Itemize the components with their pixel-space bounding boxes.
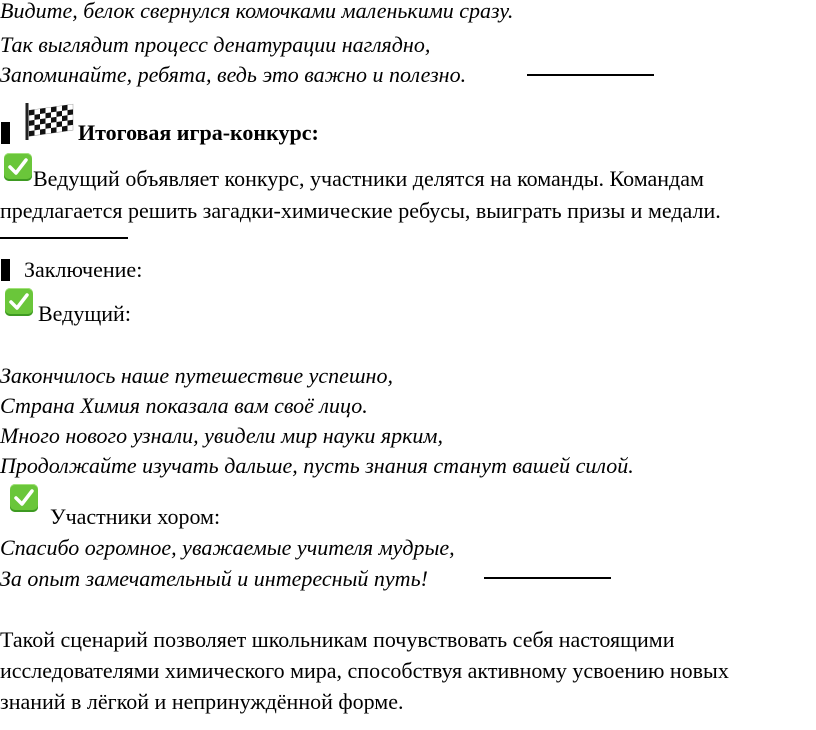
divider-line bbox=[0, 237, 128, 239]
verse-line: За опыт замечательный и интересный путь! bbox=[0, 566, 428, 591]
bullet-block bbox=[1, 259, 10, 281]
speaker-label: Участники хором: bbox=[50, 504, 221, 529]
verse-line: Закончилось наше путешествие успешно, bbox=[0, 363, 393, 388]
body-text: исследователями химического мира, способствуя активному усвоению новых bbox=[0, 658, 729, 683]
section-heading: Заключение: bbox=[24, 257, 143, 282]
check-mark-icon bbox=[10, 484, 38, 512]
verse-line: Продолжайте изучать дальше, пусть знания станут вашей силой. bbox=[0, 453, 634, 478]
verse-line: Страна Химия показала вам своё лицо. bbox=[0, 393, 368, 418]
body-text: Такой сценарий позволяет школьникам почувствовать себя настоящими bbox=[0, 627, 675, 652]
poem-line: Так выглядит процесс денатурации наглядно, bbox=[0, 32, 431, 57]
body-text: предлагается решить загадки-химические ребусы, выиграть призы и медали. bbox=[0, 198, 721, 223]
divider-line bbox=[484, 577, 611, 579]
verse-line: Много нового узнали, увидели мир науки ярким, bbox=[0, 423, 443, 448]
poem-line: Запоминайте, ребята, ведь это важно и полезно. bbox=[0, 62, 467, 87]
poem-line: Видите, белок свернулся комочками маленькими сразу. bbox=[0, 0, 514, 23]
section-heading: Итоговая игра-конкурс: bbox=[78, 120, 319, 145]
check-mark-icon bbox=[5, 288, 33, 316]
checkered-flag-icon bbox=[24, 101, 76, 147]
check-mark-icon bbox=[4, 153, 32, 181]
body-text: Ведущий объявляет конкурс, участники делятся на команды. Командам bbox=[33, 166, 704, 191]
divider-line bbox=[527, 74, 654, 76]
verse-line: Спасибо огромное, уважаемые учителя мудрые, bbox=[0, 535, 455, 560]
speaker-label: Ведущий: bbox=[38, 301, 131, 326]
bullet-block bbox=[1, 122, 10, 144]
body-text: знаний в лёгкой и непринуждённой форме. bbox=[0, 689, 404, 714]
